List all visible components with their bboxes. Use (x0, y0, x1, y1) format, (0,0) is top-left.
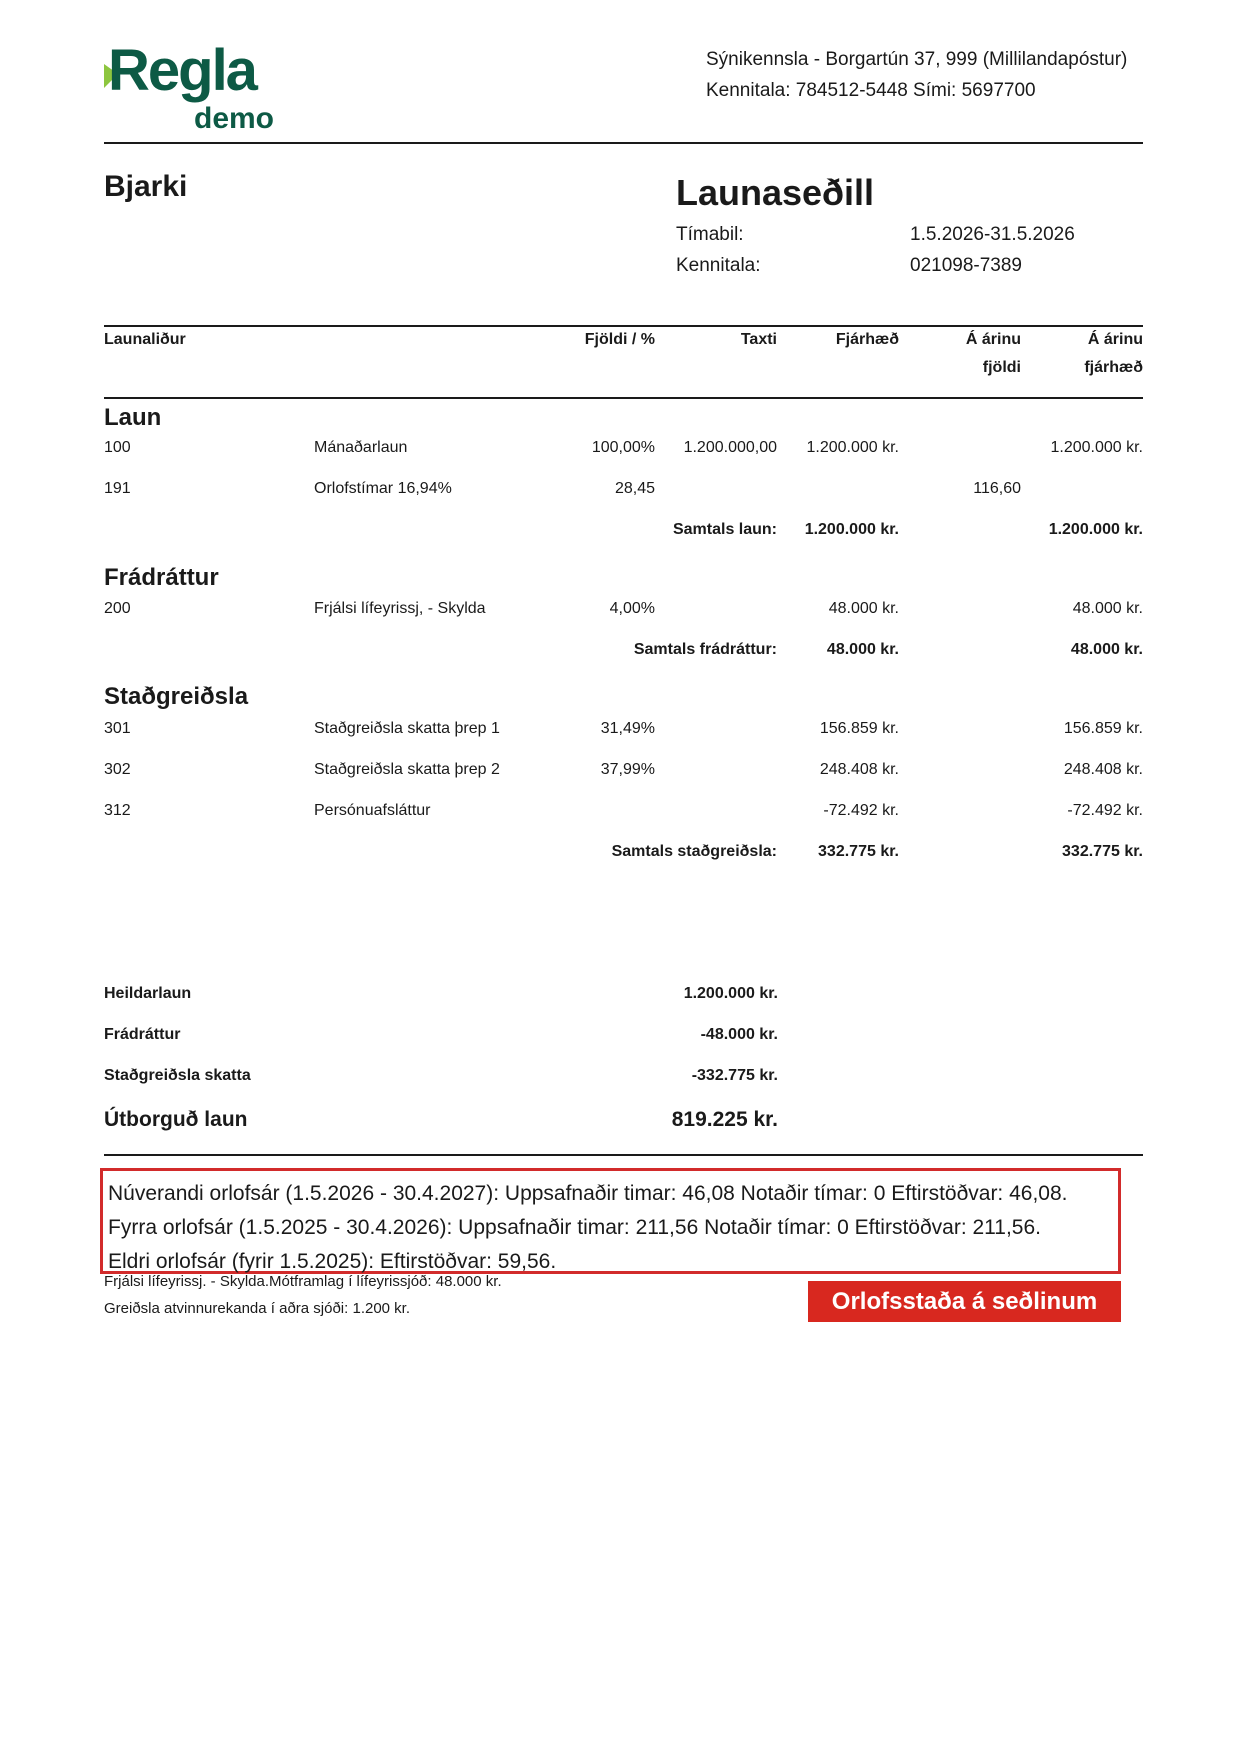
summary-tax-value: -332.775 kr. (691, 1067, 778, 1084)
row-amount: 48.000 kr. (828, 600, 899, 617)
col-header-amount: Fjárhæð (835, 331, 899, 348)
row-qty: 100,00% (591, 439, 655, 456)
row-qty: 28,45 (614, 480, 655, 497)
row-ytd-qty: 116,60 (973, 480, 1021, 497)
col-header-rate: Taxti (740, 331, 777, 348)
col-header-ytd-amount-line2: fjárhæð (1084, 359, 1143, 376)
section-total-ytd: 332.775 kr. (1062, 843, 1143, 860)
row-amount: 1.200.000 kr. (806, 439, 899, 456)
section-total-ytd: 1.200.000 kr. (1048, 521, 1143, 538)
row-ytd-amount: 248.408 kr. (1063, 761, 1143, 778)
vacation-previous-year: Fyrra orlofsár (1.5.2025 - 30.4.2026): Uppsafnaðir timar: 211,56 Notaðir tímar: 0 Eftirstöðvar: 211,56. (108, 1216, 1042, 1239)
row-code: 200 (104, 600, 131, 617)
row-code: 302 (104, 761, 131, 778)
col-header-item: Launaliður (104, 331, 186, 348)
row-ytd-amount: 156.859 kr. (1063, 720, 1143, 737)
table-header-divider (104, 397, 1143, 399)
company-address: Sýnikennsla - Borgartún 37, 999 (Millilandapóstur) (706, 49, 1128, 70)
section-total-ytd: 48.000 kr. (1070, 641, 1143, 658)
row-description: Frjálsi lífeyrissj, - Skylda (314, 600, 486, 617)
footer-employer-funds-note: Greiðsla atvinnurekanda í aðra sjóði: 1.200 kr. (104, 1300, 411, 1317)
period-label: Tímabil: (676, 224, 744, 245)
row-ytd-amount: -72.492 kr. (1067, 802, 1143, 819)
company-kennitala: Kennitala: 784512-5448 Sími: 5697700 (706, 80, 1036, 101)
regla-logo (104, 40, 284, 130)
net-pay-value: 819.225 kr. (671, 1108, 778, 1131)
row-description: Staðgreiðsla skatta þrep 1 (314, 720, 500, 737)
section-title-fradrattur: Frádráttur (104, 564, 219, 591)
section-title-stadgreidsla: Staðgreiðsla (104, 683, 249, 710)
footer-pension-note: Frjálsi lífeyrissj. - Skylda.Mótframlag í lífeyrissjóð: 48.000 kr. (104, 1273, 502, 1290)
row-ytd-amount: 48.000 kr. (1072, 600, 1143, 617)
vacation-older-years: Eldri orlofsár (fyrir 1.5.2025): Eftirstöðvar: 59,56. (108, 1250, 557, 1273)
header-divider (104, 142, 1143, 144)
col-header-ytd-amount-line1: Á árinu (1087, 331, 1143, 348)
summary-tax-label: Staðgreiðsla skatta (104, 1067, 251, 1084)
col-header-ytd-qty (966, 326, 1021, 382)
section-total-amount: 1.200.000 kr. (804, 521, 899, 538)
row-code: 100 (104, 439, 131, 456)
row-qty: 31,49% (600, 720, 655, 737)
section-title-laun: Laun (104, 404, 162, 431)
summary-divider (104, 1154, 1143, 1156)
company-info (706, 44, 1127, 106)
vacation-balance-box (100, 1168, 1121, 1274)
row-ytd-amount: 1.200.000 kr. (1050, 439, 1143, 456)
period-value: 1.5.2026-31.5.2026 (910, 224, 1075, 245)
row-qty: 4,00% (609, 600, 655, 617)
summary-gross-value: 1.200.000 kr. (683, 985, 778, 1002)
col-header-ytd-qty-line2: fjöldi (982, 359, 1021, 376)
row-amount: 248.408 kr. (819, 761, 899, 778)
row-description: Persónuafsláttur (314, 802, 431, 819)
payslip-title: Launaseðill (676, 172, 875, 213)
row-amount: -72.492 kr. (823, 802, 899, 819)
section-total-label: Samtals frádráttur: (633, 641, 777, 658)
kennitala-label: Kennitala: (676, 255, 761, 276)
row-amount: 156.859 kr. (819, 720, 899, 737)
vacation-callout-label: Orlofsstaða á seðlinum (808, 1281, 1121, 1322)
summary-deduct-label: Frádráttur (104, 1026, 181, 1043)
logo-sub-text: demo (194, 102, 275, 130)
summary-deduct-value: -48.000 kr. (700, 1026, 778, 1043)
row-rate: 1.200.000,00 (683, 439, 777, 456)
vacation-current-year: Núverandi orlofsár (1.5.2026 - 30.4.2027): Uppsafnaðir timar: 46,08 Notaðir tímar: 0 Eftirstöðvar: 46,08. (108, 1182, 1068, 1205)
section-total-label: Samtals laun: (672, 521, 777, 538)
row-description: Staðgreiðsla skatta þrep 2 (314, 761, 500, 778)
section-total-amount: 332.775 kr. (818, 843, 899, 860)
row-code: 191 (104, 480, 131, 497)
summary-gross-label: Heildarlaun (104, 985, 192, 1002)
row-qty: 37,99% (600, 761, 655, 778)
col-header-ytd-qty-line1: Á árinu (965, 331, 1021, 348)
row-description: Orlofstímar 16,94% (314, 480, 452, 497)
net-pay-label: Útborguð laun (104, 1108, 248, 1131)
section-total-label: Samtals staðgreiðsla: (611, 843, 777, 860)
section-total-amount: 48.000 kr. (826, 641, 899, 658)
kennitala-value: 021098-7389 (910, 255, 1022, 276)
row-code: 312 (104, 802, 131, 819)
row-code: 301 (104, 720, 131, 737)
col-header-qty: Fjöldi / % (584, 331, 655, 348)
row-description: Mánaðarlaun (314, 439, 408, 456)
logo-brand-text: Regla (108, 40, 256, 103)
employee-name: Bjarki (104, 170, 188, 203)
col-header-ytd-amount (1084, 326, 1143, 382)
